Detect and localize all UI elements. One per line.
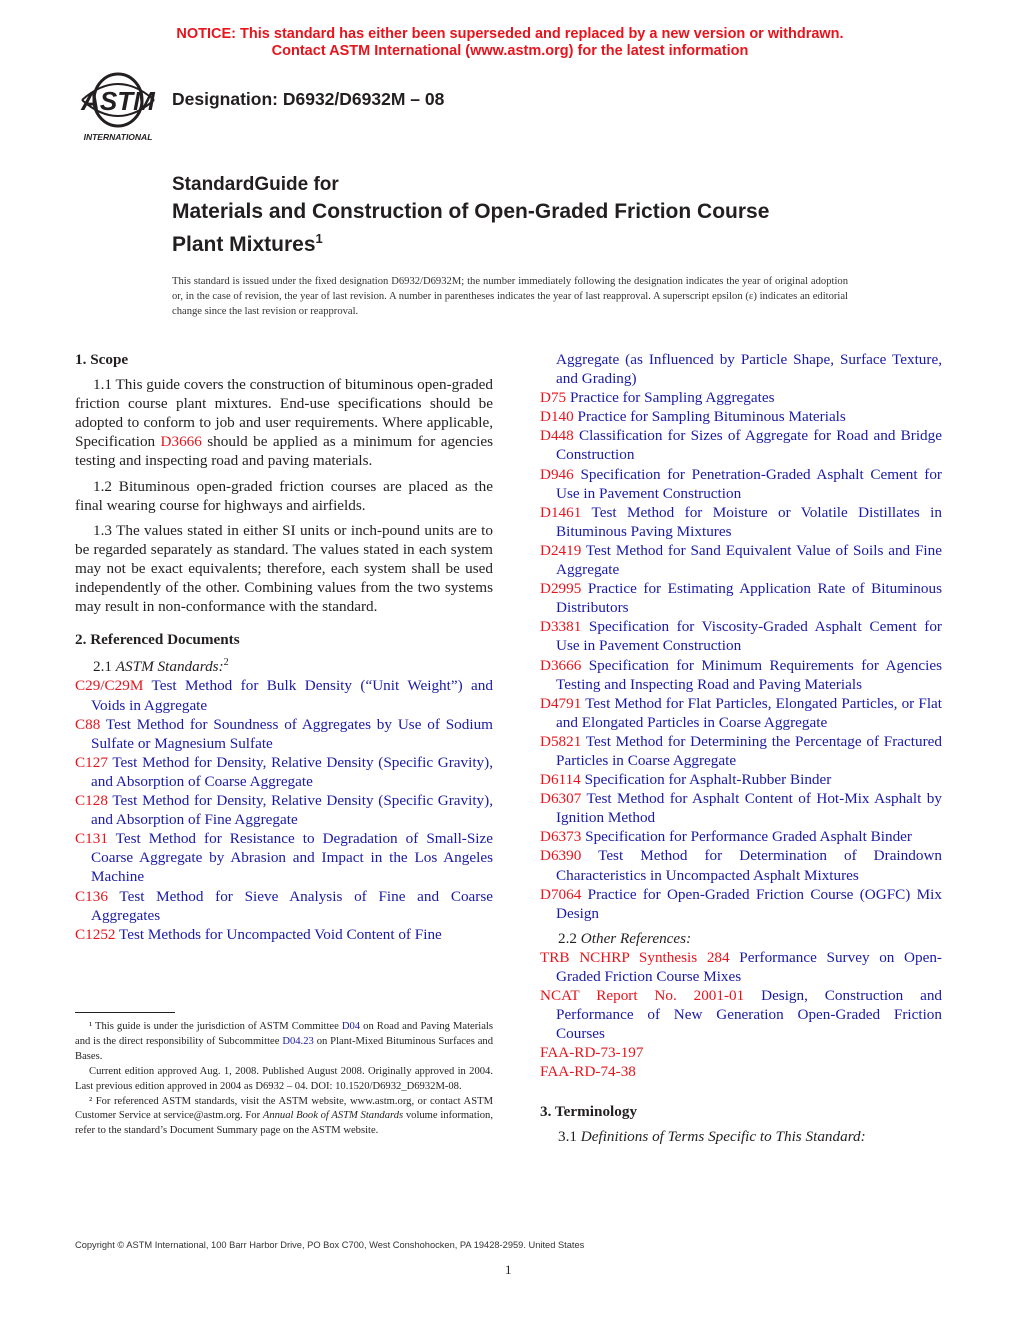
reference-title[interactable]: Specification for Performance Graded Asphalt Binder: [581, 828, 912, 846]
reference-title[interactable]: Test Method for Sieve Analysis of Fine and Coarse Aggregates: [91, 887, 493, 924]
scope-1-3: 1.3 The values stated in either SI units or inch-pound units are to be regarded separately as standard. The values stated in each system may not be exact equivalents; therefore, each system shall be used independently of the other. Combining values from the two systems may result in non-conformance with the standard.: [75, 521, 493, 616]
page-number: 1: [505, 1262, 512, 1277]
astm-reference-item[interactable]: [540, 846, 942, 884]
other-references-text: Other References:: [580, 929, 692, 947]
reference-code[interactable]: D946: [540, 465, 574, 483]
reference-code[interactable]: D75: [540, 389, 567, 407]
terminology-3-1-text: Definitions of Terms Specific to This Standard:: [580, 1127, 866, 1145]
reference-code[interactable]: C136: [75, 887, 108, 905]
reference-title[interactable]: Test Method for Flat Particles, Elongated Particles, or Flat and Elongated Particles in Coarse Aggregate: [556, 694, 942, 731]
astm-reference-item[interactable]: [540, 732, 942, 770]
withdrawal-notice: [0, 26, 1020, 60]
copyright-line: Copyright © ASTM International, 100 Barr Harbor Drive, PO Box C700, West Conshohocken, PA 19428-2959. United States: [75, 1240, 585, 1250]
astm-reference-item[interactable]: [540, 503, 942, 541]
reference-code[interactable]: TRB NCHRP Synthesis 284: [540, 948, 730, 966]
reference-title[interactable]: Practice for Open-Graded Friction Course (OGFC) Mix Design: [556, 885, 942, 922]
reference-title[interactable]: Performance Survey on Open-Graded Friction Course Mixes: [556, 948, 942, 985]
title-footnote-mark: 1: [315, 231, 323, 246]
link-d04[interactable]: D04: [341, 1021, 361, 1032]
scope-1-1: [75, 375, 493, 470]
astm-reference-item[interactable]: [540, 885, 942, 923]
reference-code[interactable]: C29/C29M: [75, 677, 144, 695]
scope-1-1-text-b: should be applied as a minimum for agencies testing and inspecting road and paving materials.: [75, 433, 493, 470]
reference-code[interactable]: C127: [75, 753, 108, 771]
astm-standards-sup: 2: [223, 657, 229, 669]
reference-title[interactable]: Specification for Minimum Requirements for Agencies Testing and Inspecting Road and Paving Materials: [556, 656, 942, 693]
right-column: [540, 350, 942, 1146]
footnote-1-text-a: ¹ This guide is under the jurisdiction of ASTM Committee: [89, 1021, 342, 1032]
reference-title[interactable]: Test Method for Sand Equivalent Value of Soils and Fine Aggregate: [556, 541, 942, 579]
footnote-1: [75, 1020, 493, 1065]
scope-1-1-text-a: 1.1 This guide covers the construction of bituminous open-graded friction course plant mixtures. End-use specifications should be adopted to conform to job and user requirements. Where applicable, Specification: [75, 376, 493, 451]
refdocs-heading: 2. Referenced Documents: [75, 631, 240, 649]
other-reference-item[interactable]: [540, 1043, 942, 1062]
reference-code[interactable]: C128: [75, 792, 108, 810]
reference-title[interactable]: Specification for Viscosity-Graded Asphalt Cement for Use in Pavement Construction: [556, 618, 942, 655]
footnote-1-text-b: on Road and Paving Materials and is the direct responsibility of Subcommittee: [75, 1021, 493, 1047]
astm-reference-item[interactable]: [540, 789, 942, 827]
other-reference-item[interactable]: [540, 986, 942, 1043]
notice-line-1: NOTICE: This standard has either been superseded and replaced by a new version or withdrawn.: [176, 26, 844, 42]
reference-title[interactable]: Specification for Penetration-Graded Asphalt Cement for Use in Pavement Construction: [556, 465, 942, 502]
reference-title[interactable]: Test Method for Density, Relative Density (Specific Gravity), and Absorption of Coarse Aggregate: [91, 753, 493, 790]
title-line-3-text: Plant Mixtures: [172, 233, 316, 256]
reference-title[interactable]: Practice for Sampling Bituminous Materials: [573, 408, 846, 426]
designation: Designation: D6932/D6932M – 08: [172, 89, 445, 109]
reference-code[interactable]: D140: [540, 408, 574, 426]
astm-reference-item[interactable]: [540, 617, 942, 655]
title-line-2: Materials and Construction of Open-Graded Friction Course: [172, 200, 770, 223]
reference-title[interactable]: Test Method for Soundness of Aggregates by Use of Sodium Sulfate or Magnesium Sulfate: [91, 715, 493, 752]
reference-code[interactable]: D6373: [540, 828, 582, 846]
reference-title[interactable]: Test Method for Determination of Draindown Characteristics in Uncompacted Asphalt Mixtures: [556, 847, 942, 884]
astm-standards-text: ASTM Standards:: [115, 658, 224, 676]
footnote-2-italic: Annual Book of ASTM Standards: [262, 1110, 404, 1122]
astm-standards-num: 2.1: [93, 658, 116, 676]
scope-heading: 1. Scope: [75, 351, 129, 368]
astm-reference-item[interactable]: [75, 715, 493, 753]
astm-reference-item[interactable]: [540, 694, 942, 732]
reference-code[interactable]: D6307: [540, 790, 582, 808]
logo-sub: INTERNATIONAL: [83, 132, 153, 142]
astm-reference-item[interactable]: [540, 827, 942, 846]
reference-title[interactable]: Test Method for Moisture or Volatile Distillates in Bituminous Paving Mixtures: [556, 503, 942, 540]
issued-note: This standard is issued under the fixed designation D6932/D6932M; the number immediately following the designation indicates the year of original adoption or, in the case of revision, the year of last revision. A number in parentheses indicates the year of last reapproval. A superscript epsilon (ε) indicates an editorial change since the last revision or reapproval.: [172, 276, 848, 317]
reference-code[interactable]: D7064: [540, 885, 582, 903]
footnote-divider: [75, 1012, 175, 1013]
reference-code[interactable]: C1252: [75, 925, 116, 943]
reference-code[interactable]: D2995: [540, 580, 582, 598]
astm-reference-item[interactable]: [75, 829, 493, 886]
astm-reference-item[interactable]: [540, 541, 942, 579]
reference-code[interactable]: NCAT Report No. 2001-01: [540, 987, 745, 1005]
astm-reference-item[interactable]: [75, 753, 493, 791]
footnote-2-text-a: ² For referenced ASTM standards, visit the ASTM website, www.astm.org, or contact ASTM Customer Service at service@astm.org. For: [75, 1095, 493, 1122]
footnote-1-text-c: on Plant-Mixed Bituminous Surfaces and Bases.: [75, 1035, 493, 1062]
reference-code[interactable]: D6114: [540, 771, 581, 789]
footnotes: [75, 1020, 493, 1139]
terminology-3-1-num: 3.1: [558, 1127, 581, 1145]
reference-title[interactable]: Test Methods for Uncompacted Void Content of Fine: [115, 925, 442, 943]
reference-code[interactable]: D6390: [540, 847, 582, 865]
notice-line-2: Contact ASTM International (www.astm.org) for the latest information: [271, 43, 749, 59]
terminology-heading: 3. Terminology: [540, 1102, 638, 1120]
title-line-1: StandardGuide for: [172, 174, 339, 195]
reference-code[interactable]: D3666: [540, 656, 582, 674]
other-references-label: [540, 929, 942, 948]
reference-code[interactable]: C88: [75, 715, 101, 733]
astm-reference-item[interactable]: [75, 925, 493, 944]
link-d3666[interactable]: D3666: [160, 433, 202, 451]
reference-code[interactable]: D3381: [540, 618, 582, 636]
other-references-num: 2.2: [558, 929, 581, 947]
reference-title[interactable]: Specification for Asphalt-Rubber Binder: [580, 771, 832, 789]
reference-code[interactable]: D5821: [540, 732, 582, 750]
other-reference-item[interactable]: [540, 1062, 942, 1081]
astm-reference-item[interactable]: [540, 426, 942, 464]
reference-title[interactable]: Test Method for Bulk Density (“Unit Weight”) and Voids in Aggregate: [91, 677, 493, 714]
reference-title[interactable]: Practice for Estimating Application Rate of Bituminous Distributors: [556, 580, 942, 617]
astm-reference-item[interactable]: [540, 656, 942, 694]
terminology-3-1: [540, 1127, 942, 1146]
astm-reference-item[interactable]: [75, 791, 493, 829]
reference-title[interactable]: Test Method for Determining the Percentage of Fractured Particles in Coarse Aggregate: [556, 732, 942, 769]
reference-code[interactable]: C131: [75, 830, 108, 848]
reference-title[interactable]: Test Method for Resistance to Degradation of Small-Size Coarse Aggregate by Abrasion and Impact in the Los Angeles Machine: [91, 830, 493, 886]
scope-1-2: 1.2 Bituminous open-graded friction courses are placed as the final wearing course for highways and airfields.: [75, 477, 493, 514]
logo-wordmark: ASTM: [81, 86, 155, 116]
astm-reference-item[interactable]: [75, 676, 493, 714]
reference-code[interactable]: FAA-RD-74-38: [540, 1063, 636, 1081]
document-title: [172, 172, 769, 258]
astm-reference-item[interactable]: [540, 407, 942, 426]
reference-title[interactable]: Test Method for Asphalt Content of Hot-Mix Asphalt by Ignition Method: [556, 790, 942, 827]
link-d04-23[interactable]: D04.23: [282, 1035, 314, 1047]
reference-title[interactable]: Classification for Sizes of Aggregate for Road and Bridge Construction: [556, 427, 942, 464]
reference-code[interactable]: FAA-RD-73-197: [540, 1044, 644, 1062]
other-reference-list: [540, 948, 942, 1082]
astm-reference-list-right: [540, 388, 942, 923]
astm-reference-item[interactable]: [540, 465, 942, 503]
astm-reference-item[interactable]: [540, 388, 942, 407]
astm-reference-item[interactable]: [540, 579, 942, 617]
other-reference-item[interactable]: [540, 948, 942, 986]
astm-reference-item[interactable]: [540, 770, 942, 789]
astm-standards-label: [75, 653, 493, 676]
reference-continuation[interactable]: Aggregate (as Influenced by Particle Shape, Surface Texture, and Grading): [556, 351, 942, 388]
reference-code[interactable]: D4791: [540, 694, 582, 712]
astm-logo: [72, 72, 164, 144]
astm-reference-item[interactable]: [75, 887, 493, 925]
reference-title[interactable]: Practice for Sampling Aggregates: [566, 389, 775, 407]
reference-title[interactable]: Test Method for Density, Relative Density (Specific Gravity), and Absorption of Fine Aggregate: [91, 792, 493, 829]
left-column: [75, 350, 493, 944]
reference-code[interactable]: D1461: [540, 503, 582, 521]
title-line-3: [172, 225, 769, 258]
footnote-2: [75, 1095, 493, 1140]
footnote-1-edition: Current edition approved Aug. 1, 2008. Published August 2008. Originally approved in 2004. Last previous edition approved in 2004 as D6932 – 04. DOI: 10.1520/D6932_D6932M-08.: [75, 1065, 493, 1092]
reference-title[interactable]: Design, Construction and Performance of New Generation Open-Graded Friction Courses: [556, 987, 943, 1043]
astm-reference-list-left: [75, 676, 493, 943]
footnote-2-text-b: volume information, refer to the standard’s Document Summary page on the ASTM website.: [75, 1110, 493, 1137]
reference-code[interactable]: D448: [540, 427, 574, 445]
astm-logo-icon: [72, 72, 164, 144]
reference-code[interactable]: D2419: [540, 541, 582, 559]
